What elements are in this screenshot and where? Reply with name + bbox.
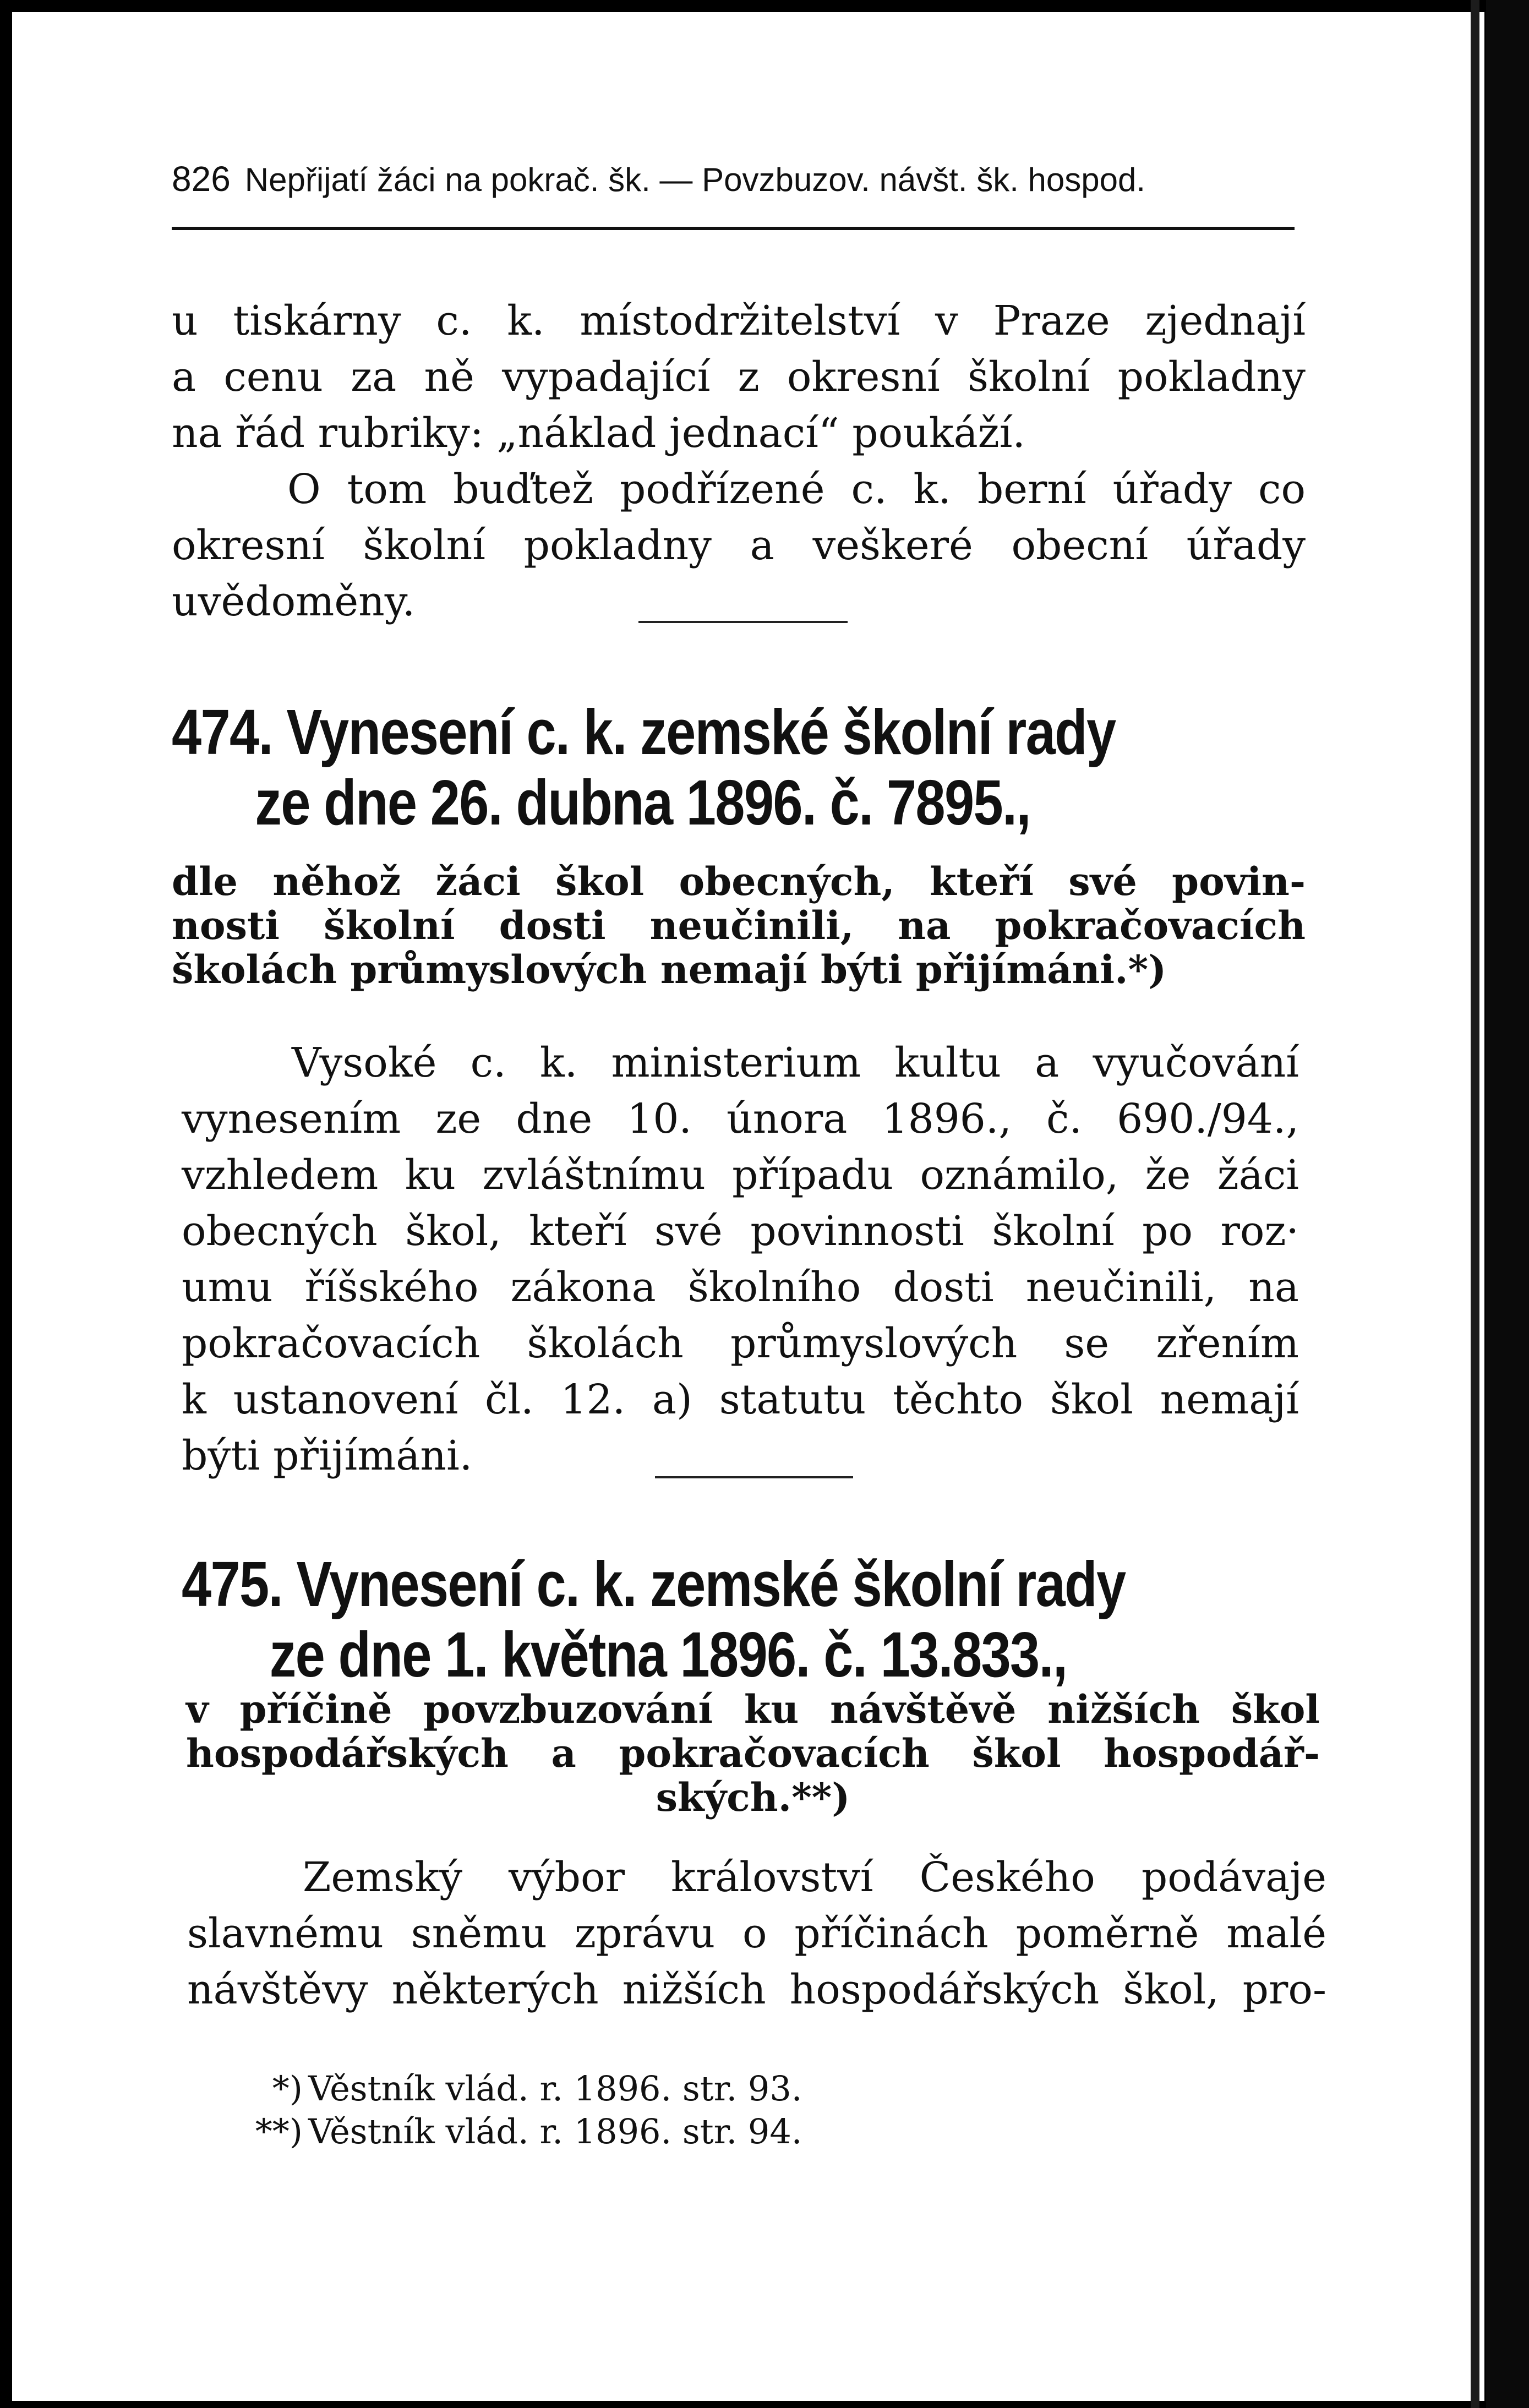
section-474-subtitle: [172, 860, 1306, 992]
text-line: a cenu za ně vypadající z okresní školní pokladny: [172, 353, 1306, 401]
scan-border: [1486, 0, 1529, 2408]
text-line: Zemský výbor království Českého podávaje: [303, 1854, 1326, 1901]
running-title: Nepřijatí žáci na pokrač. šk. — Povzbuzov. návšt. šk. hospod.: [244, 161, 1146, 198]
text-line: vzhledem ku zvláštnímu případu oznámilo, že žáci: [182, 1151, 1299, 1199]
footnote-mark: **): [255, 2111, 303, 2152]
section-475-title: [182, 1549, 1315, 1690]
subtitle-line: hospodářských a pokračovacích škol hospodář-: [186, 1730, 1320, 1776]
subtitle-line: školách průmyslových nemají býti přijímáni.*): [172, 947, 1167, 992]
text-line: slavnému sněmu zprávu o příčinách poměrně malé: [187, 1910, 1326, 1957]
text-line: uvědoměny.: [172, 578, 416, 625]
section-title-line: 475. Vynesení c. k. zemské školní rady: [182, 1548, 1126, 1620]
running-header: [172, 159, 1295, 219]
text-line: na řád rubriky: „náklad jednací“ poukáží.: [172, 409, 1025, 457]
header-rule: [172, 227, 1295, 230]
footnote-mark: *): [272, 2068, 303, 2109]
section-474-title: [172, 697, 1306, 838]
footnote-text: Věstník vlád. r. 1896. str. 93.: [308, 2068, 802, 2109]
section-title-line: ze dne 1. května 1896. č. 13.833.,: [269, 1619, 1067, 1690]
text-line: Vysoké c. k. ministerium kultu a vyučování: [292, 1039, 1299, 1086]
text-line: O tom buďtež podřízené c. k. berní úřady co: [287, 466, 1306, 513]
section-474-body: [182, 1035, 1299, 1484]
subtitle-line: v příčině povzbuzování ku návštěvě nižších škol: [186, 1686, 1320, 1732]
text-line: býti přijímáni.: [182, 1432, 473, 1479]
subtitle-line: nosti školní dosti neučinili, na pokračovacích: [172, 903, 1306, 948]
page-number: 826: [172, 159, 231, 199]
continuation-paragraph: [172, 293, 1306, 630]
text-line: pokračovacích školách průmyslových se zřením: [182, 1320, 1299, 1367]
footnote-1: [237, 2070, 802, 2108]
subtitle-line: dle něhož žáci škol obecných, kteří své povin-: [172, 859, 1306, 904]
subtitle-line: ských.**): [656, 1774, 850, 1820]
section-title-line: 474. Vynesení c. k. zemské školní rady: [172, 696, 1116, 768]
page-edge-shadow: [1471, 0, 1479, 2408]
text-line: návštěvy některých nižších hospodářských škol, pro-: [187, 1966, 1326, 2013]
section-title-line: ze dne 26. dubna 1896. č. 7895.,: [255, 767, 1030, 838]
text-line: u tiskárny c. k. místodržitelství v Praze zjednají: [172, 297, 1306, 345]
section-separator: [655, 1476, 853, 1478]
text-line: obecných škol, kteří své povinnosti školní po roz·: [182, 1208, 1299, 1255]
text-line: umu říšského zákona školního dosti neučinili, na: [182, 1264, 1299, 1311]
section-475-body: [187, 1849, 1326, 2018]
text-line: okresní školní pokladny a veškeré obecní úřady: [172, 522, 1306, 569]
section-separator: [638, 621, 848, 623]
footnote-2: [237, 2112, 802, 2151]
text-line: vynesením ze dne 10. února 1896., č. 690./94.,: [182, 1095, 1299, 1143]
section-475-subtitle: [186, 1688, 1320, 1820]
text-line: k ustanovení čl. 12. a) statutu těchto škol nemají: [182, 1376, 1299, 1423]
footnote-text: Věstník vlád. r. 1896. str. 94.: [308, 2111, 802, 2152]
